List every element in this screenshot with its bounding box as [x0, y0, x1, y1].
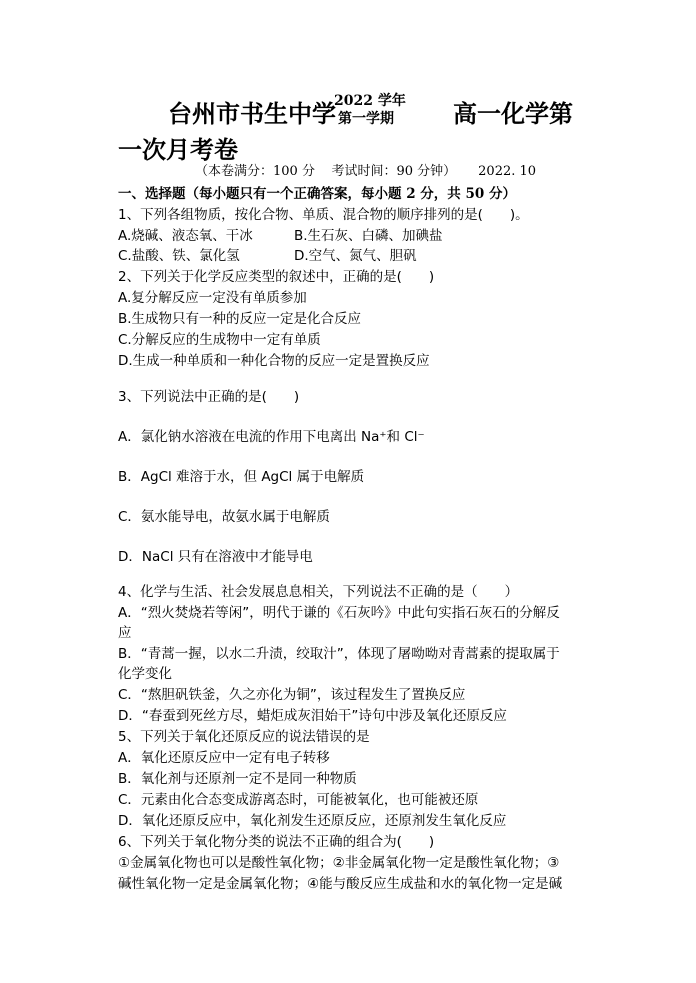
question-4-option-d: D．“春蚕到死丝方尽，蜡炬成灰泪始干”诗句中涉及氧化还原反应	[118, 708, 507, 724]
question-1-options-row1	[118, 224, 443, 244]
question-2-option-b: B.生成物只有一种的反应一定是化合反应	[118, 311, 362, 327]
question-3-option-a: A．氯化钠水溶液在电流的作用下电离出 Na⁺和 Cl⁻	[118, 429, 425, 445]
section-heading: 一、选择题（每小题只有一个正确答案，每小题 2 分，共 50 分）	[118, 186, 516, 202]
question-6-line1: ①金属氧化物也可以是酸性氧化物；②非金属氧化物一定是酸性氧化物；③	[118, 855, 560, 871]
school-year: 2022 学年	[334, 93, 406, 109]
question-6-line2: 碱性氧化物一定是金属氧化物；④能与酸反应生成盐和水的氧化物一定是碱	[118, 876, 563, 892]
course-title-part2: 一次月考卷	[118, 135, 238, 164]
question-4-stem: 4、化学与生活、社会发展息息相关，下列说法不正确的是（ ）	[118, 584, 519, 600]
question-5-option-c: C．元素由化合态变成游离态时，可能被氧化，也可能被还原	[118, 792, 479, 808]
question-2-stem: 2、下列关于化学反应类型的叙述中，正确的是( )	[118, 269, 435, 285]
question-1-option-d: D.空气、氮气、胆矾	[294, 248, 417, 264]
exam-info	[195, 160, 536, 179]
question-2-option-d: D.生成一种单质和一种化合物的反应一定是置换反应	[118, 353, 430, 369]
question-1-option-b: B.生石灰、白磷、加碘盐	[294, 228, 443, 244]
question-2-option-a: A.复分解反应一定没有单质参加	[118, 290, 307, 306]
question-1-stem: 1、下列各组物质，按化合物、单质、混合物的顺序排列的是( )。	[118, 207, 529, 223]
question-3-option-d: D．NaCl 只有在溶液中才能导电	[118, 549, 313, 565]
question-4-option-a: A．“烈火焚烧若等闲”，明代于谦的《石灰吟》中此句实指石灰石的分解反	[118, 605, 560, 621]
question-1-options-row2	[118, 244, 417, 264]
question-4-option-b: B．“青蒿一握，以水二升渍，绞取汁”，体现了屠呦呦对青蒿素的提取属于	[118, 646, 560, 662]
question-4-option-b-cont: 化学变化	[118, 666, 172, 682]
question-3-option-c: C．氨水能导电，故氨水属于电解质	[118, 509, 330, 525]
question-4-option-a-cont: 应	[118, 625, 132, 641]
question-2-option-c: C.分解反应的生成物中一定有单质	[118, 332, 321, 348]
question-5-option-d: D．氧化还原反应中，氧化剂发生还原反应，还原剂发生氧化反应	[118, 813, 507, 829]
question-4-option-c: C．“熬胆矾铁釜，久之亦化为铜”，该过程发生了置换反应	[118, 687, 466, 703]
question-5-stem: 5、下列关于氧化还原反应的说法错误的是	[118, 729, 370, 745]
question-5-option-b: B．氧化剂与还原剂一定不是同一种物质	[118, 771, 357, 787]
question-3-stem: 3、下列说法中正确的是( )	[118, 389, 300, 405]
question-6-stem: 6、下列关于氧化物分类的说法不正确的组合为( )	[118, 834, 435, 850]
question-1-option-c: C.盐酸、铁、氯化氢	[118, 248, 240, 264]
question-3-option-b: B．AgCl 难溶于水，但 AgCl 属于电解质	[118, 469, 365, 485]
exam-title	[0, 92, 696, 132]
exam-date: 2022. 10	[478, 164, 537, 179]
question-5-option-a: A．氧化还原反应中一定有电子转移	[118, 750, 330, 766]
question-1-option-a: A.烧碱、液态氧、干冰	[118, 228, 253, 244]
course-title-part1: 高一化学第	[453, 99, 573, 128]
school-name: 台州市书生中学	[168, 99, 336, 128]
exam-score-time: （本卷满分：100 分 考试时间：90 分钟）	[195, 164, 457, 179]
school-term: 第一学期	[338, 111, 394, 127]
